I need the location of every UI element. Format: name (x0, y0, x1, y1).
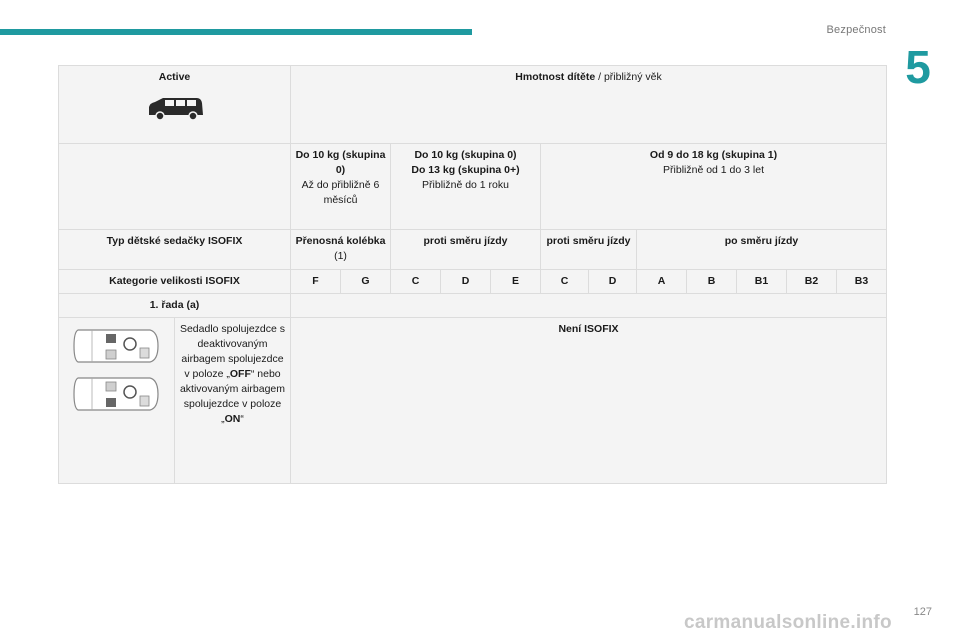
group0plus-cell (391, 144, 541, 230)
size-cell: B3 (837, 270, 887, 294)
seat-description-cell (175, 318, 291, 484)
size-cell: E (491, 270, 541, 294)
carrycot-cell (291, 230, 391, 270)
size-category-label: Kategorie velikosti ISOFIX (59, 270, 291, 294)
active-header-cell (59, 66, 291, 144)
not-isofix-cell: Není ISOFIX (291, 318, 887, 484)
seat-diagram-cell (59, 318, 175, 484)
isofix-table (58, 65, 887, 484)
group0plus-weight-a: Do 10 kg (skupina 0) (414, 149, 517, 161)
size-cell: G (341, 270, 391, 294)
seat-desc: “ nebo aktivovaným airbagem spolujezdce v poloze „ (179, 368, 286, 425)
active-label: Active (158, 71, 191, 83)
size-cell: F (291, 270, 341, 294)
size-cell: D (441, 270, 491, 294)
group1-weight: Od 9 do 18 kg (skupina 1) (649, 149, 778, 161)
empty-cell (59, 144, 291, 230)
airbag-off-label: OFF (229, 368, 251, 380)
section-title: Bezpečnost (826, 24, 886, 36)
group0plus-weight-b: Do 13 kg (skupina 0+) (411, 164, 520, 176)
header-accent-bar (0, 29, 472, 35)
rearward-cell-1: proti směru jízdy (391, 230, 541, 270)
weight-header-cell (291, 66, 887, 144)
forward-cell: po směru jízdy (637, 230, 887, 270)
group0-cell (291, 144, 391, 230)
carrycot-note: (1) (334, 250, 347, 262)
group1-age: Přibližně od 1 do 3 let (663, 164, 764, 176)
size-cell: D (589, 270, 637, 294)
size-cell: B (687, 270, 737, 294)
watermark: carmanualsonline.info (684, 612, 892, 633)
car-top-view-icon (72, 326, 162, 366)
airbag-on-label: ON (224, 413, 241, 425)
group0-weight: Do 10 kg (skupina 0) (295, 149, 386, 176)
size-cell: C (391, 270, 441, 294)
group0plus-age: Přibližně do 1 roku (422, 179, 509, 191)
row-label: 1. řada (a) (59, 294, 291, 318)
group1-cell (541, 144, 887, 230)
size-cell: A (637, 270, 687, 294)
group0-age: Až do přibližně 6 měsíců (301, 179, 380, 206)
weight-label: Hmotnost dítěte (515, 71, 596, 83)
chapter-number: 5 (905, 41, 931, 93)
rearward-cell-2: proti směru jízdy (541, 230, 637, 270)
car-icon (145, 95, 205, 121)
size-cell: B2 (787, 270, 837, 294)
size-cell: C (541, 270, 589, 294)
seat-type-label: Typ dětské sedačky ISOFIX (59, 230, 291, 270)
empty-cell (291, 294, 887, 318)
page-number: 127 (913, 606, 932, 618)
seat-desc: Sedadlo spolujezdce s deaktivovaným airbagem spolujezdce v poloze „ (179, 323, 286, 380)
carrycot-label: Přenosná kolébka (295, 235, 386, 247)
seat-desc: “ (240, 413, 244, 425)
size-cell: B1 (737, 270, 787, 294)
weight-suffix: / přibližný věk (595, 71, 662, 83)
car-top-view-icon (72, 374, 162, 414)
